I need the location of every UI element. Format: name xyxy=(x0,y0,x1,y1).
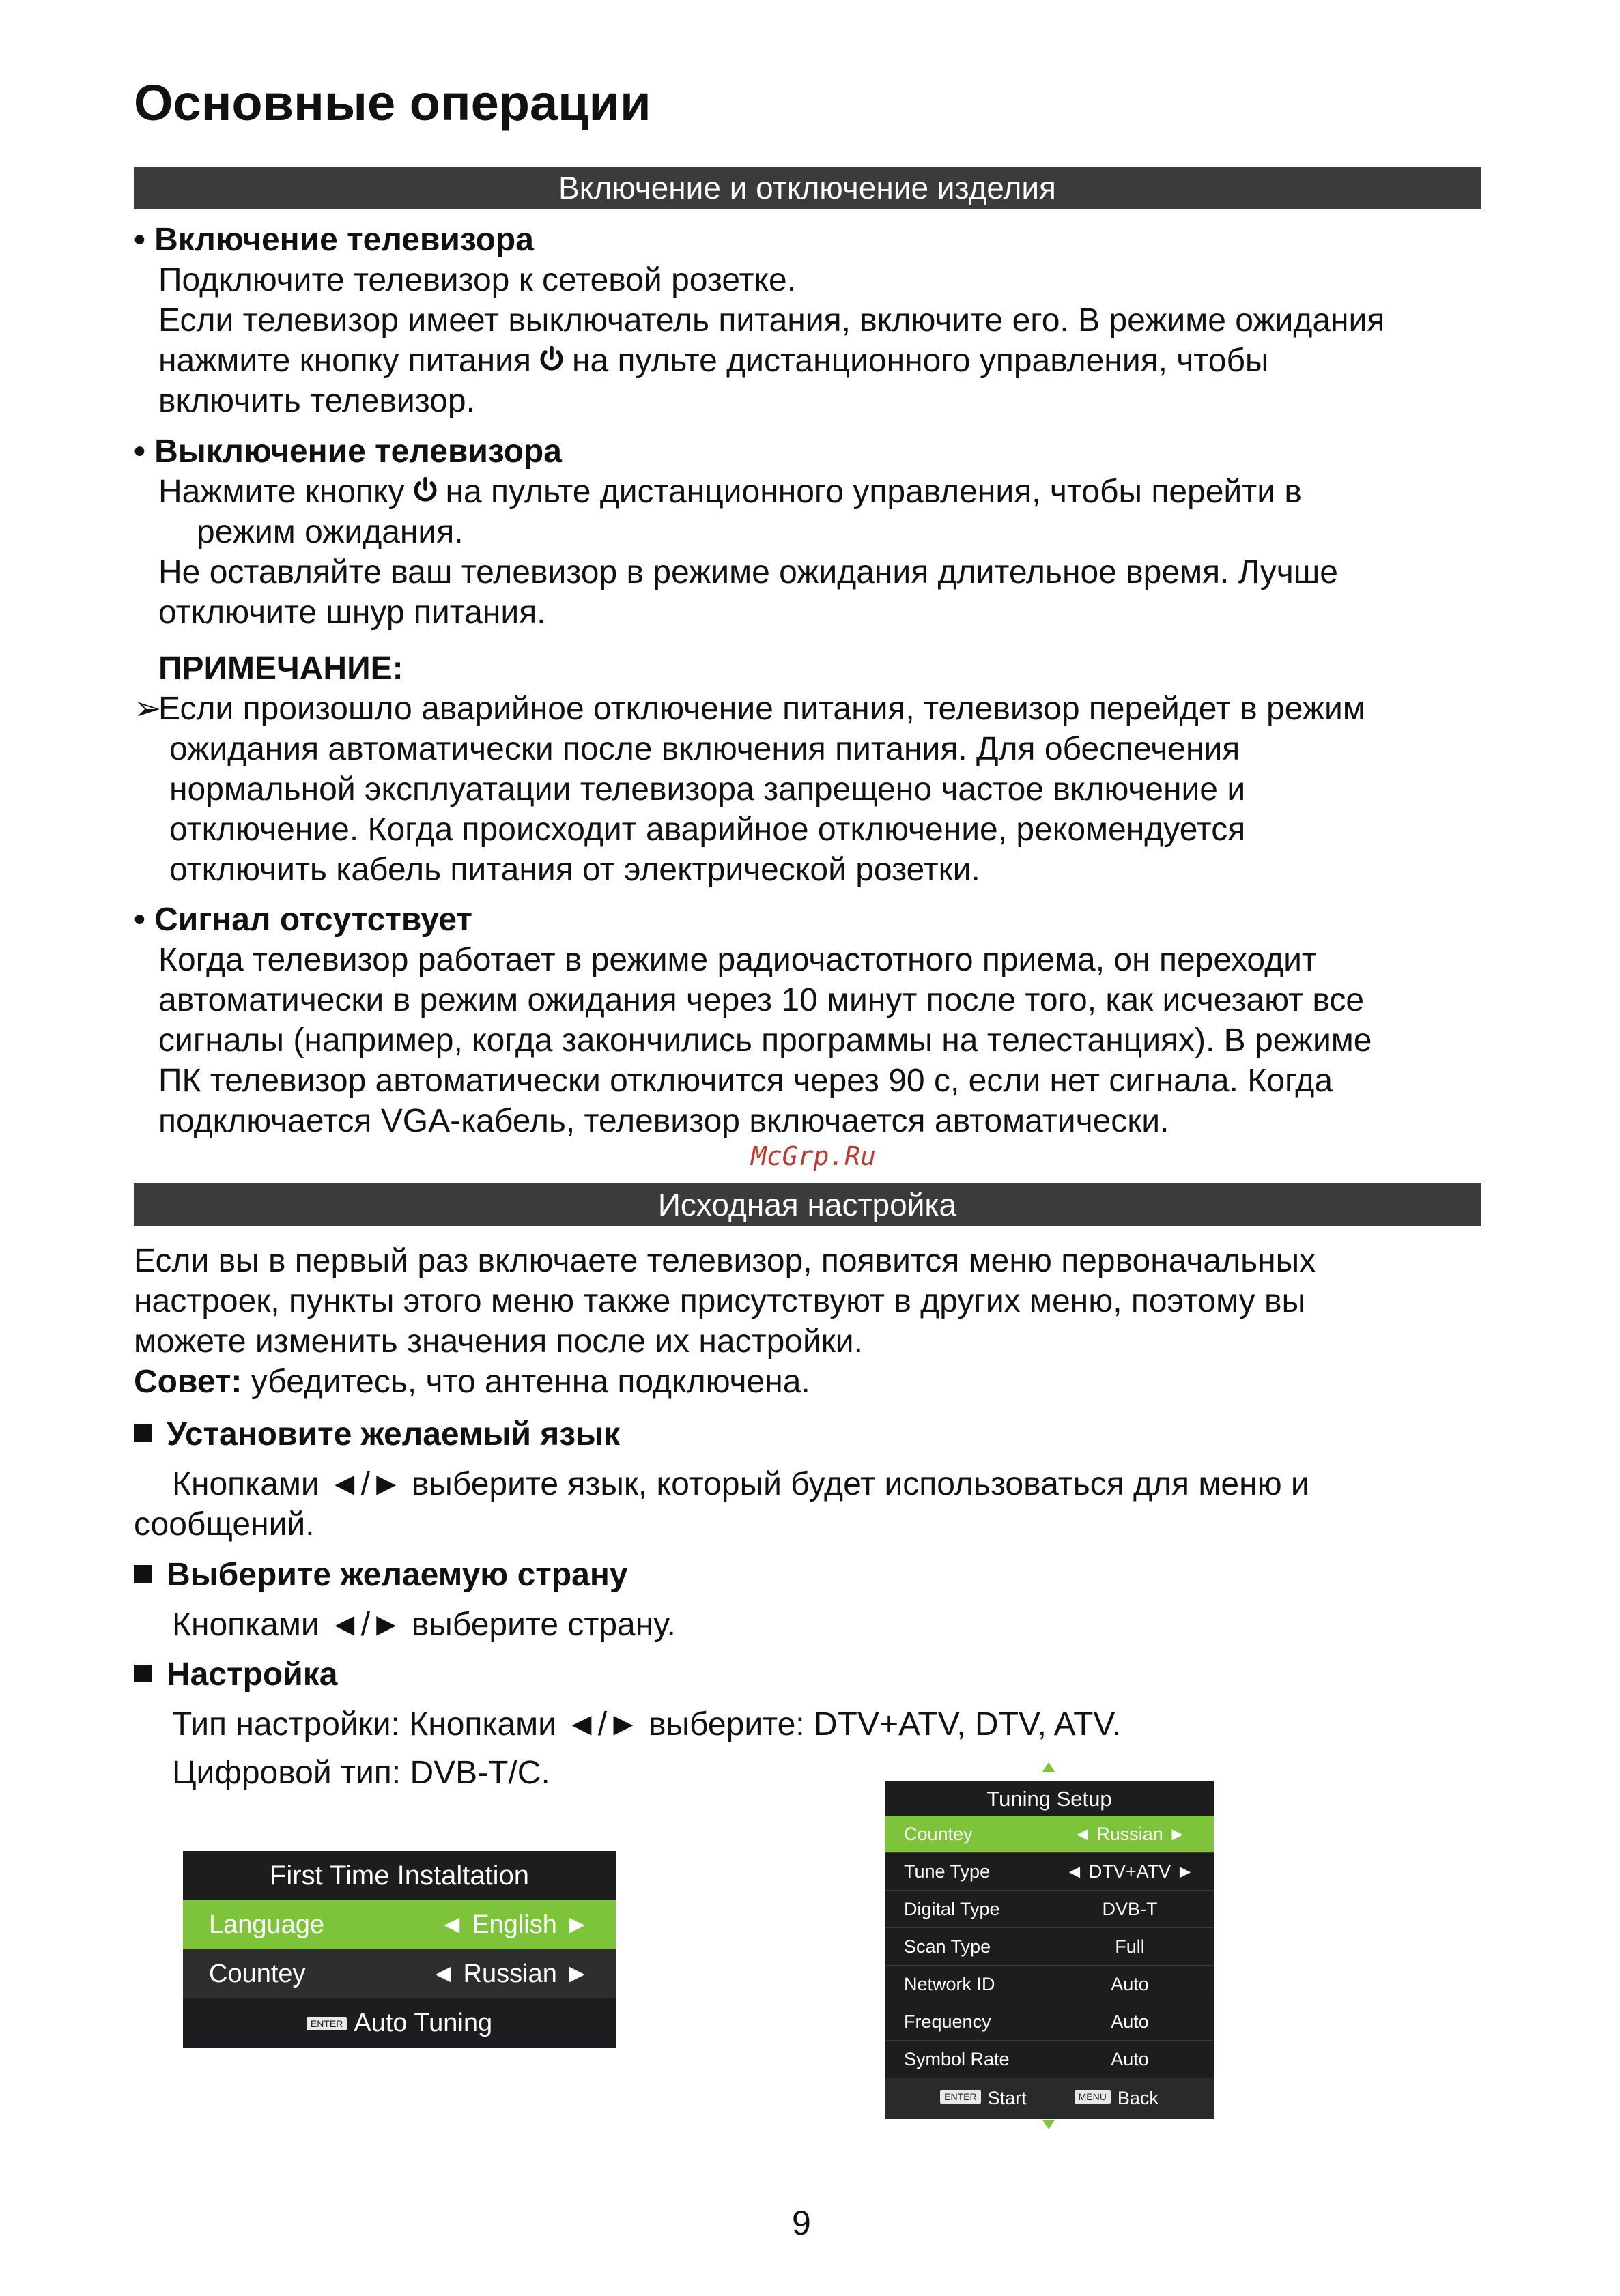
country-heading: Выберите желаемую страну xyxy=(134,1555,1499,1595)
start-button[interactable]: ENTER Start xyxy=(940,2078,1026,2119)
menu-row-tune-type[interactable]: Tune Type ◄ DTV+ATV ► xyxy=(885,1852,1214,1890)
menu-key-icon: MENU xyxy=(1075,2090,1111,2104)
power-icon xyxy=(537,344,567,374)
power-on-line: нажмите кнопку питания на пульте дистанционного управления, чтобы xyxy=(158,343,1269,379)
square-bullet-icon xyxy=(134,1565,152,1583)
note-heading: ПРИМЕЧАНИЕ: xyxy=(158,650,403,687)
note-line: отключение. Когда происходит аварийное отключение, рекомендуется xyxy=(169,812,1246,848)
scroll-down-icon[interactable] xyxy=(1042,2120,1055,2129)
section-header-power: Включение и отключение изделия xyxy=(134,167,1481,209)
menu-row-value: ◄ Russian ► xyxy=(430,1960,590,1988)
language-heading: Установите желаемый язык xyxy=(134,1414,1499,1454)
enter-key-icon: ENTER xyxy=(940,2090,980,2104)
tuning-block xyxy=(134,1654,1499,1793)
power-on-heading: • Включение телевизора xyxy=(134,222,534,258)
menu-title: Tuning Setup xyxy=(986,1787,1112,1811)
tuning-heading: Настройка xyxy=(134,1654,1499,1695)
tuning-line: Тип настройки: Кнопками ◄/► выберите: DTV+ATV, DTV, ATV. xyxy=(172,1706,1122,1742)
intro-block xyxy=(134,1241,1499,1402)
menu-row-language[interactable] xyxy=(183,1900,616,1949)
menu-row-label: Countey xyxy=(209,1960,306,1988)
menu-row-value: ◄ English ► xyxy=(439,1910,590,1939)
section-header-initial-setup: Исходная настройка xyxy=(134,1183,1481,1226)
note-line: ➢Если произошло аварийное отключение питания, телевизор перейдет в режим xyxy=(134,689,1499,729)
note-line: отключить кабель питания от электрической розетки. xyxy=(169,852,980,888)
tip-line: Совет: убедитесь, что антенна подключена. xyxy=(134,1364,810,1400)
power-on-line: Если телевизор имеет выключатель питания, включите его. В режиме ожидания xyxy=(158,302,1385,339)
language-line: сообщений. xyxy=(134,1506,315,1542)
country-line: Кнопками ◄/► выберите страну. xyxy=(172,1607,676,1643)
power-icon xyxy=(410,475,440,505)
enter-key-icon: ENTER xyxy=(307,2017,347,2030)
power-off-block xyxy=(134,431,1499,633)
intro-line: можете изменить значения после их настройки. xyxy=(134,1323,863,1360)
power-off-line: Не оставляйте ваш телевизор в режиме ожидания длительное время. Лучше xyxy=(158,554,1338,590)
arrow-bullet-icon: ➢ xyxy=(134,691,162,727)
no-signal-line: Когда телевизор работает в режиме радиочастотного приема, он переходит xyxy=(158,942,1317,978)
page-title: Основные операции xyxy=(134,74,651,131)
menu-row-frequency[interactable]: Frequency Auto xyxy=(885,2003,1214,2040)
note-line: ожидания автоматически после включения питания. Для обеспечения xyxy=(169,731,1240,767)
no-signal-heading: • Сигнал отсутствует xyxy=(134,902,472,938)
power-on-line: включить телевизор. xyxy=(158,383,475,419)
watermark: McGrp.Ru xyxy=(751,1141,877,1171)
menu-row-country[interactable] xyxy=(183,1949,616,1998)
no-signal-line: ПК телевизор автоматически отключится через 90 с, если нет сигнала. Когда xyxy=(158,1063,1333,1099)
tuning-line: Цифровой тип: DVB-T/C. xyxy=(172,1755,550,1791)
menu-title: First Time Instaltation xyxy=(269,1861,530,1891)
note-block xyxy=(134,648,1499,890)
power-off-line: режим ожидания. xyxy=(197,514,464,550)
intro-line: настроек, пункты этого меню также присутствуют в других меню, поэтому вы xyxy=(134,1283,1305,1319)
language-block xyxy=(134,1414,1499,1545)
power-off-line: отключите шнур питания. xyxy=(158,594,546,631)
no-signal-line: автоматически в режим ожидания через 10 минут после того, как исчезают все xyxy=(158,982,1365,1018)
page-number: 9 xyxy=(792,2204,811,2242)
back-button[interactable]: MENU Back xyxy=(1075,2078,1159,2119)
menu-footer xyxy=(885,2078,1214,2119)
menu-row-digital-type[interactable]: Digital Type DVB-T xyxy=(885,1890,1214,1927)
note-line: нормальной эксплуатации телевизора запрещено частое включение и xyxy=(169,771,1246,807)
first-time-installation-menu xyxy=(183,1851,616,2048)
intro-line: Если вы в первый раз включаете телевизор, появится меню первоначальных xyxy=(134,1243,1316,1279)
language-line: Кнопками ◄/► выберите язык, который будет использоваться для меню и xyxy=(172,1466,1309,1502)
power-on-line: Подключите телевизор к сетевой розетке. xyxy=(158,262,797,298)
menu-row-country[interactable]: Countey ◄ Russian ► xyxy=(885,1816,1214,1852)
square-bullet-icon xyxy=(134,1424,152,1442)
menu-row-symbol-rate[interactable]: Symbol Rate Auto xyxy=(885,2040,1214,2078)
menu-row-network-id[interactable]: Network ID Auto xyxy=(885,1965,1214,2003)
power-off-line: Нажмите кнопку на пульте дистанционного управления, чтобы перейти в xyxy=(158,474,1302,510)
no-signal-line: подключается VGA-кабель, телевизор включается автоматически. xyxy=(158,1103,1169,1139)
scroll-up-icon[interactable] xyxy=(1042,1762,1055,1772)
square-bullet-icon xyxy=(134,1665,152,1682)
country-block xyxy=(134,1555,1499,1645)
no-signal-line: сигналы (например, когда закончились программы на телестанциях). В режиме xyxy=(158,1022,1372,1059)
menu-row-scan-type[interactable]: Scan Type Full xyxy=(885,1927,1214,1965)
power-on-block xyxy=(134,220,1499,421)
no-signal-block xyxy=(134,900,1499,1141)
auto-tuning-button[interactable]: ENTER Auto Tuning xyxy=(183,1998,616,2048)
menu-row-label: Language xyxy=(209,1910,325,1939)
tuning-setup-menu xyxy=(885,1781,1214,2114)
power-off-heading: • Выключение телевизора xyxy=(134,433,562,470)
